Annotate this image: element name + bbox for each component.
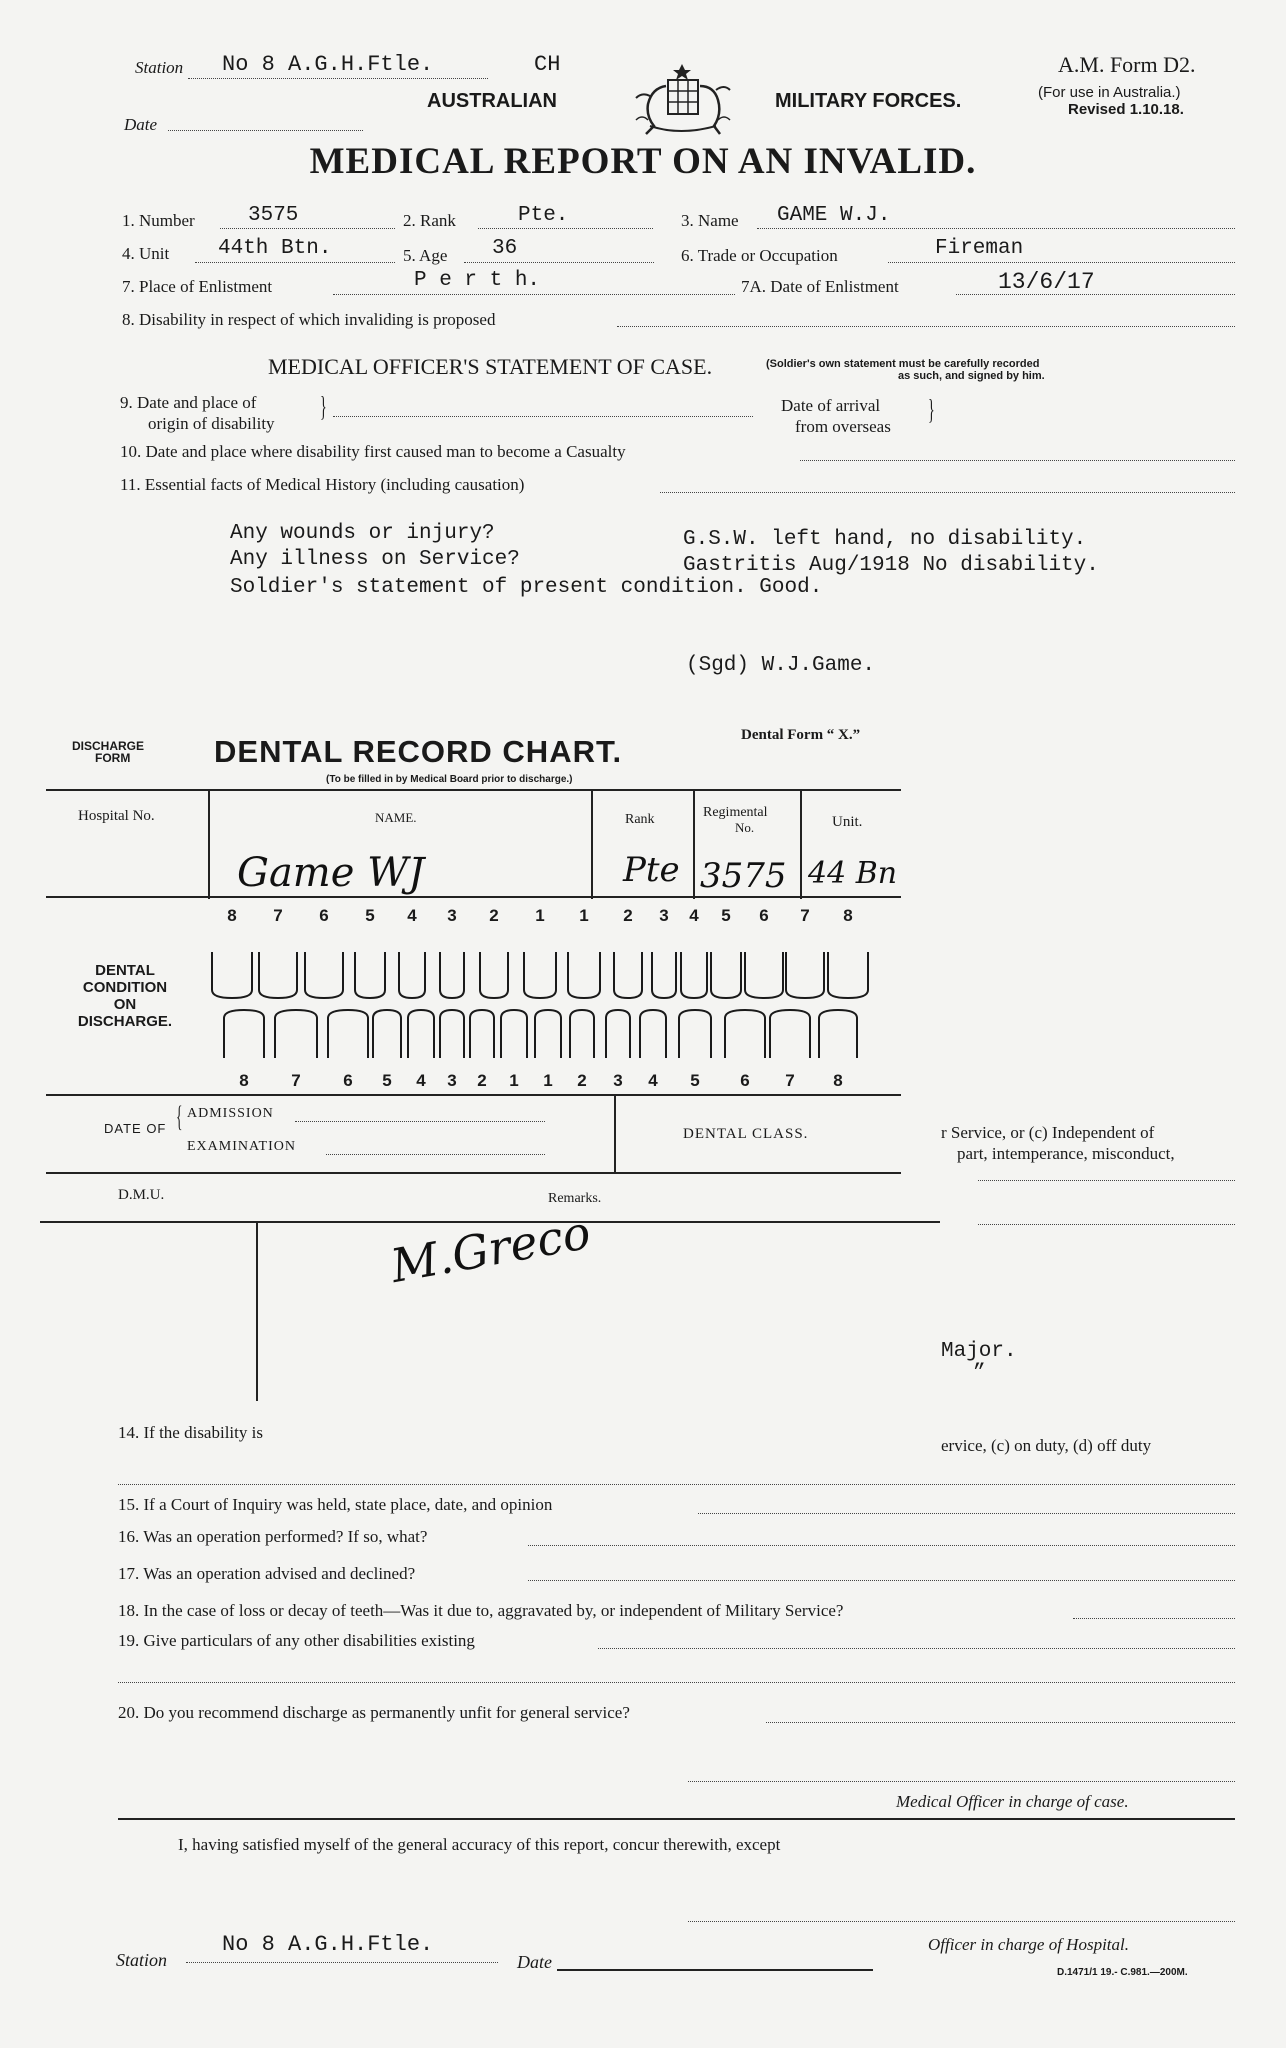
arrival-label-2: from overseas <box>795 417 891 436</box>
occupation-label: 6. Trade or Occupation <box>681 246 838 265</box>
upper-tooth <box>681 952 707 998</box>
dental-condition-label: DENTAL CONDITION ON DISCHARGE. <box>77 962 173 1030</box>
upper-tooth <box>212 952 252 998</box>
form-revised: Revised 1.10.18. <box>1068 101 1184 118</box>
dental-remarks-divider <box>256 1221 258 1401</box>
upper-tooth-number: 8 <box>227 906 237 925</box>
q15-label: 15. If a Court of Inquiry was held, state place, date, and opinion <box>118 1495 553 1514</box>
soldier-signature: (Sgd) W.J.Game. <box>686 654 876 677</box>
upper-tooth-number: 1 <box>535 906 545 925</box>
upper-tooth <box>440 952 464 998</box>
q18-line <box>1073 1618 1235 1619</box>
dmu-label: D.M.U. <box>118 1187 165 1203</box>
upper-tooth-number: 3 <box>659 906 669 925</box>
col-rank: Rank <box>625 812 655 827</box>
q20-line <box>766 1722 1235 1723</box>
dental-rule-lower <box>46 1172 901 1174</box>
page-title: MEDICAL REPORT ON AN INVALID. <box>309 141 977 182</box>
enlistment-place-value: P e r t h. <box>414 269 541 292</box>
lower-tooth-number: 8 <box>239 1071 249 1090</box>
q15-line <box>698 1513 1235 1514</box>
upper-tooth-number: 2 <box>623 906 633 925</box>
lower-tooth <box>373 1010 401 1058</box>
lower-tooth-number: 1 <box>543 1071 553 1090</box>
lower-tooth-number: 8 <box>833 1071 843 1090</box>
upper-tooth-number: 5 <box>365 906 375 925</box>
col-regimental-1: Regimental <box>703 805 768 820</box>
examination-label: EXAMINATION <box>187 1139 296 1154</box>
q14-right: ervice, (c) on duty, (d) off duty <box>941 1436 1152 1455</box>
enlistment-place-label: 7. Place of Enlistment <box>122 277 273 296</box>
officer-signature-line <box>688 1921 1235 1922</box>
form-id: A.M. Form D2. <box>1058 52 1196 77</box>
typed-a1: G.S.W. left hand, no disability. <box>683 528 1087 551</box>
form-use: (For use in Australia.) <box>1038 84 1181 101</box>
q19-line-2 <box>118 1682 1235 1683</box>
remarks-signature: M.Greco <box>386 1204 595 1294</box>
upper-tooth <box>259 952 297 998</box>
enlistment-date-value: 13/6/17 <box>998 269 1095 295</box>
lower-tooth <box>679 1010 711 1058</box>
name-value: GAME W.J. <box>777 204 891 227</box>
dental-rule-mid <box>46 1094 901 1096</box>
q14-line <box>118 1484 1235 1485</box>
dental-class-label: DENTAL CLASS. <box>683 1126 809 1142</box>
date-of-label: DATE OF <box>104 1121 167 1136</box>
remarks-label: Remarks. <box>548 1191 602 1206</box>
upper-tooth-number: 3 <box>447 906 457 925</box>
lower-tooth <box>470 1010 494 1058</box>
lower-tooth <box>224 1010 264 1058</box>
upper-tooth-number: 4 <box>689 906 699 925</box>
q19-label: 19. Give particulars of any other disabilities existing <box>118 1631 475 1650</box>
col-regimental-2: No. <box>735 820 755 835</box>
handwritten-rank: Pte <box>623 850 680 890</box>
rank-label: 2. Rank <box>403 211 456 230</box>
upper-tooth-number: 6 <box>319 906 329 925</box>
enlistment-date-label: 7A. Date of Enlistment <box>741 277 899 296</box>
unit-value: 44th Btn. <box>218 237 332 260</box>
footer-station-label: Station <box>116 1950 168 1970</box>
upper-tooth <box>480 952 508 998</box>
lower-tooth <box>606 1010 630 1058</box>
upper-tooth-number: 8 <box>843 906 853 925</box>
lower-tooth <box>535 1010 561 1058</box>
upper-tooth-number: 7 <box>800 906 810 925</box>
q19-line <box>598 1648 1235 1649</box>
upper-tooth-number: 6 <box>759 906 769 925</box>
lower-tooth <box>440 1010 464 1058</box>
lower-tooth-number: 5 <box>382 1071 392 1090</box>
behind-text-2: part, intemperance, misconduct, <box>957 1144 1175 1163</box>
concur-rule <box>118 1818 1235 1820</box>
handwritten-unit: 44 Bn <box>808 856 898 891</box>
lower-tooth <box>408 1010 434 1058</box>
lower-tooth <box>640 1010 666 1058</box>
age-value: 36 <box>492 237 518 260</box>
disability-label: 8. Disability in respect of which invaliding is proposed <box>122 310 496 329</box>
station-value: No 8 A.G.H.Ftle. <box>222 52 434 77</box>
lower-tooth <box>275 1010 317 1058</box>
lower-tooth-number: 3 <box>447 1071 457 1090</box>
statement-note-1: (Soldier's own statement must be carefully recorded <box>766 358 1040 370</box>
handwritten-regno: 3575 <box>700 856 787 896</box>
name-label: 3. Name <box>681 211 739 230</box>
age-label: 5. Age <box>403 246 448 265</box>
upper-tooth <box>786 952 824 998</box>
col-unit: Unit. <box>832 814 863 830</box>
upper-tooth <box>399 952 425 998</box>
q17-line <box>528 1580 1235 1581</box>
australian-label: AUSTRALIAN <box>427 90 557 112</box>
handwritten-name: Game WJ <box>237 850 425 896</box>
lower-tooth-number: 4 <box>648 1071 658 1090</box>
statement-heading: MEDICAL OFFICER'S STATEMENT OF CASE. <box>268 354 713 379</box>
q17-label: 17. Was an operation advised and declined? <box>118 1564 416 1583</box>
lower-tooth-number: 6 <box>343 1071 353 1090</box>
footer-date-label: Date <box>517 1952 552 1972</box>
lower-tooth-number: 1 <box>509 1071 519 1090</box>
lower-tooth <box>725 1010 765 1058</box>
discharge-form-1: DISCHARGE <box>72 739 145 753</box>
upper-tooth-number: 7 <box>273 906 283 925</box>
ditto-mark: ” <box>973 1362 986 1385</box>
statement-note-2: as such, and signed by him. <box>898 370 1045 382</box>
upper-tooth <box>652 952 676 998</box>
origin-label-2: origin of disability <box>148 414 275 433</box>
officer-charge-label: Officer in charge of Hospital. <box>928 1935 1129 1954</box>
dental-title: DENTAL RECORD CHART. <box>214 734 623 769</box>
lower-tooth <box>501 1010 527 1058</box>
concur-text: I, having satisfied myself of the general accuracy of this report, concur therewith, except <box>178 1835 781 1854</box>
lower-tooth-number: 6 <box>740 1071 750 1090</box>
col-hospital-no: Hospital No. <box>78 808 155 824</box>
typed-line-3: Soldier's statement of present condition. Good. <box>230 576 823 599</box>
upper-tooth <box>711 952 741 998</box>
footer-station-value: No 8 A.G.H.Ftle. <box>222 1932 434 1957</box>
examination-line <box>326 1154 545 1155</box>
col-name: NAME. <box>375 810 417 825</box>
lower-tooth <box>570 1010 594 1058</box>
behind-text-1: r Service, or (c) Independent of <box>941 1123 1155 1142</box>
station-label: Station <box>135 58 184 77</box>
dental-form-x: Dental Form “ X.” <box>741 727 861 743</box>
upper-tooth <box>305 952 343 998</box>
footer-date-line <box>557 1969 873 1971</box>
dental-col-class <box>614 1094 616 1174</box>
dental-subtitle: (To be filled in by Medical Board prior to discharge.) <box>326 774 573 785</box>
origin-brace: } <box>320 392 327 423</box>
typed-q1: Any wounds or injury? <box>230 522 495 545</box>
rank-value: Pte. <box>518 204 569 227</box>
lower-tooth-number: 7 <box>291 1071 301 1090</box>
major-label: Major. <box>941 1340 1017 1363</box>
q18-label: 18. In the case of loss or decay of teeth—Was it due to, aggravated by, or independent of Military Service? <box>118 1601 844 1620</box>
typed-q2: Any illness on Service? <box>230 548 520 571</box>
upper-tooth-number: 1 <box>579 906 589 925</box>
number-label: 1. Number <box>122 211 195 230</box>
upper-tooth <box>614 952 642 998</box>
mo-signature-line <box>688 1781 1235 1782</box>
q20-label: 20. Do you recommend discharge as permanently unfit for general service? <box>118 1703 630 1722</box>
lower-tooth <box>328 1010 368 1058</box>
upper-tooth-number: 5 <box>721 906 731 925</box>
upper-tooth <box>355 952 385 998</box>
discharge-form-2: FORM <box>95 751 131 765</box>
lower-tooth-number: 2 <box>477 1071 487 1090</box>
casualty-label: 10. Date and place where disability first caused man to become a Casualty <box>120 442 626 461</box>
upper-tooth-number: 2 <box>489 906 499 925</box>
lower-tooth-number: 4 <box>416 1071 426 1090</box>
upper-tooth <box>524 952 556 998</box>
mo-charge-label: Medical Officer in charge of case. <box>896 1792 1129 1811</box>
q16-label: 16. Was an operation performed? If so, what? <box>118 1527 428 1546</box>
lower-tooth-number: 2 <box>577 1071 587 1090</box>
upper-tooth <box>828 952 868 998</box>
history-label: 11. Essential facts of Medical History (including causation) <box>120 475 525 494</box>
behind-line-1 <box>978 1180 1235 1181</box>
upper-tooth-number: 4 <box>407 906 417 925</box>
upper-tooth <box>568 952 600 998</box>
lower-tooth-number: 5 <box>690 1071 700 1090</box>
date-of-brace: { <box>176 1100 183 1133</box>
admission-label: ADMISSION <box>187 1106 274 1121</box>
q14-label: 14. If the disability is <box>118 1423 263 1442</box>
origin-label-1: 9. Date and place of <box>120 393 257 412</box>
lower-tooth-number: 3 <box>613 1071 623 1090</box>
unit-label: 4. Unit <box>122 244 170 263</box>
arrival-brace: } <box>928 395 935 426</box>
lower-tooth-number: 7 <box>785 1071 795 1090</box>
lower-tooth <box>819 1010 857 1058</box>
arrival-label-1: Date of arrival <box>781 396 881 415</box>
number-value: 3575 <box>248 204 299 227</box>
printer-code: D.1471/1 19.- C.981.—200M. <box>1057 1967 1188 1978</box>
typed-a2: Gastritis Aug/1918 No disability. <box>683 554 1099 577</box>
ch-mark: CH <box>534 52 561 77</box>
behind-line-2 <box>978 1224 1235 1225</box>
date-label: Date <box>124 115 158 134</box>
lower-tooth <box>770 1010 810 1058</box>
military-forces-label: MILITARY FORCES. <box>775 90 962 112</box>
footer-station-line <box>186 1962 498 1963</box>
upper-tooth <box>745 952 783 998</box>
occupation-value: Fireman <box>935 237 1024 260</box>
admission-line <box>295 1121 545 1122</box>
q16-line <box>528 1545 1235 1546</box>
